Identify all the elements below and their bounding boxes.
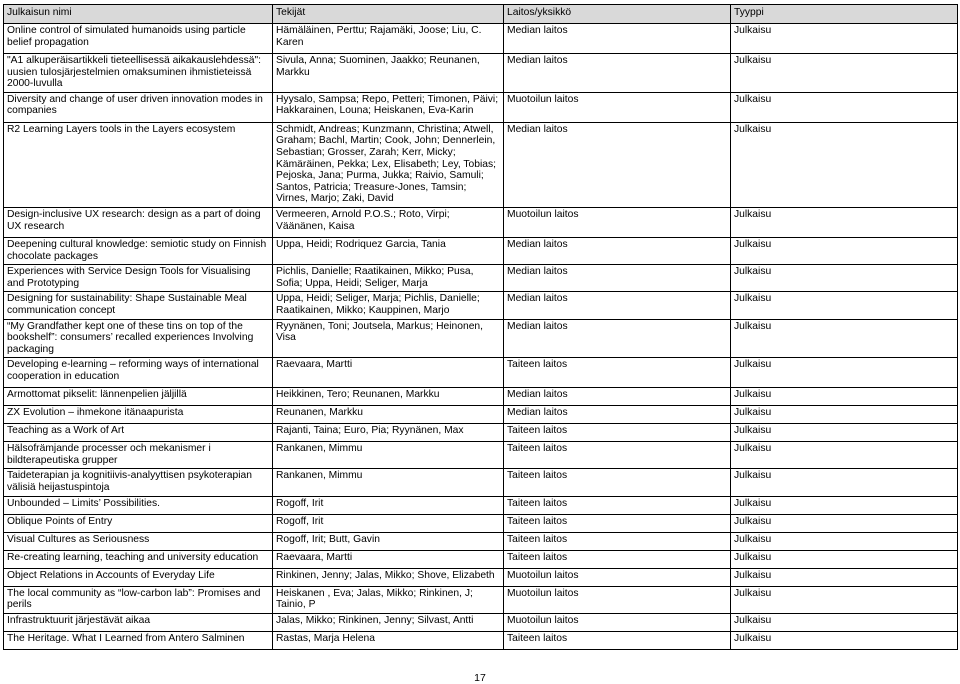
table-row	[4, 122, 958, 207]
publication-type: Julkaisu	[731, 122, 958, 207]
publication-unit: Median laitos	[504, 406, 731, 424]
publication-unit: Taiteen laitos	[504, 469, 731, 496]
publication-authors: Sivula, Anna; Suominen, Jaakko; Reunanen, Markku	[273, 54, 504, 93]
publication-type: Julkaisu	[731, 631, 958, 649]
header-authors: Tekijät	[273, 5, 504, 24]
table-row	[4, 586, 958, 613]
publication-authors: Rankanen, Mimmu	[273, 469, 504, 496]
table-row	[4, 292, 958, 319]
table-row	[4, 496, 958, 514]
publication-authors: Schmidt, Andreas; Kunzmann, Christina; Atwell, Graham; Bachl, Martin; Cook, John; Dennerlein, Sebastian; Grosser, Zarah; Kerr, Micky; Kämäräinen, Pekka; Lex, Elisabeth; Ley, Tobias; Pejoska, Jana; Purma, Jukka; Raivio, Samuli; Santos, Patricia; Treasure-Jones, Tamsin; Virnes, Marjo; Zaki, David	[273, 122, 504, 207]
table-row	[4, 514, 958, 532]
publication-type: Julkaisu	[731, 442, 958, 469]
publication-title: R2 Learning Layers tools in the Layers ecosystem	[4, 122, 273, 207]
publication-title: “My Grandfather kept one of these tins on top of the bookshelf”: consumers’ recalled experiences Involving packaging	[4, 319, 273, 358]
publication-type: Julkaisu	[731, 424, 958, 442]
publication-type: Julkaisu	[731, 319, 958, 358]
publication-title: Oblique Points of Entry	[4, 514, 273, 532]
publication-type: Julkaisu	[731, 532, 958, 550]
publication-unit: Taiteen laitos	[504, 496, 731, 514]
publication-authors: Rogoff, Irit; Butt, Gavin	[273, 532, 504, 550]
publication-type: Julkaisu	[731, 469, 958, 496]
publication-unit: Taiteen laitos	[504, 424, 731, 442]
publication-unit: Taiteen laitos	[504, 514, 731, 532]
publication-title: "A1 alkuperäisartikkeli tieteellisessä aikakauslehdessä": uusien tulosjärjestelmien omaksuminen ihmistieteissä 2000-luvulla	[4, 54, 273, 93]
publication-title: The Heritage. What I Learned from Antero Salminen	[4, 631, 273, 649]
publication-type: Julkaisu	[731, 586, 958, 613]
publication-type: Julkaisu	[731, 613, 958, 631]
publication-type: Julkaisu	[731, 292, 958, 319]
publication-type: Julkaisu	[731, 24, 958, 54]
table-row	[4, 550, 958, 568]
publication-unit: Muotoilun laitos	[504, 586, 731, 613]
publication-authors: Hämäläinen, Perttu; Rajamäki, Joose; Liu, C. Karen	[273, 24, 504, 54]
publication-authors: Raevaara, Martti	[273, 358, 504, 388]
table-row	[4, 265, 958, 292]
publication-unit: Taiteen laitos	[504, 550, 731, 568]
table-row	[4, 237, 958, 264]
publication-authors: Rinkinen, Jenny; Jalas, Mikko; Shove, Elizabeth	[273, 568, 504, 586]
publication-authors: Ryynänen, Toni; Joutsela, Markus; Heinonen, Visa	[273, 319, 504, 358]
publication-title: Designing for sustainability: Shape Sustainable Meal communication concept	[4, 292, 273, 319]
publication-type: Julkaisu	[731, 265, 958, 292]
header-title: Julkaisun nimi	[4, 5, 273, 24]
publication-unit: Muotoilun laitos	[504, 92, 731, 122]
publication-unit: Median laitos	[504, 54, 731, 93]
publication-authors: Uppa, Heidi; Seliger, Marja; Pichlis, Danielle; Raatikainen, Mikko; Kauppinen, Marjo	[273, 292, 504, 319]
publication-type: Julkaisu	[731, 568, 958, 586]
publication-type: Julkaisu	[731, 207, 958, 237]
table-row	[4, 631, 958, 649]
publication-authors: Raevaara, Martti	[273, 550, 504, 568]
publication-title: Armottomat pikselit: lännenpelien jäljillä	[4, 388, 273, 406]
publication-type: Julkaisu	[731, 550, 958, 568]
table-row	[4, 613, 958, 631]
table-row	[4, 424, 958, 442]
publication-title: Infrastruktuurit järjestävät aikaa	[4, 613, 273, 631]
publication-type: Julkaisu	[731, 237, 958, 264]
page-number: 17	[474, 672, 486, 684]
publication-authors: Reunanen, Markku	[273, 406, 504, 424]
publication-unit: Taiteen laitos	[504, 358, 731, 388]
publication-unit: Muotoilun laitos	[504, 207, 731, 237]
publication-unit: Taiteen laitos	[504, 442, 731, 469]
publication-title: Object Relations in Accounts of Everyday Life	[4, 568, 273, 586]
publication-authors: Heiskanen , Eva; Jalas, Mikko; Rinkinen, J; Tainio, P	[273, 586, 504, 613]
publication-authors: Rankanen, Mimmu	[273, 442, 504, 469]
table-row	[4, 54, 958, 93]
publication-type: Julkaisu	[731, 406, 958, 424]
header-type: Tyyppi	[731, 5, 958, 24]
publication-unit: Median laitos	[504, 292, 731, 319]
table-row	[4, 469, 958, 496]
table-row	[4, 388, 958, 406]
publication-authors: Vermeeren, Arnold P.O.S.; Roto, Virpi; Väänänen, Kaisa	[273, 207, 504, 237]
publication-title: Diversity and change of user driven innovation modes in companies	[4, 92, 273, 122]
publication-type: Julkaisu	[731, 496, 958, 514]
publication-type: Julkaisu	[731, 514, 958, 532]
publication-unit: Median laitos	[504, 24, 731, 54]
table-row	[4, 319, 958, 358]
publication-authors: Pichlis, Danielle; Raatikainen, Mikko; Pusa, Sofia; Uppa, Heidi; Seliger, Marja	[273, 265, 504, 292]
publication-unit: Taiteen laitos	[504, 532, 731, 550]
publication-title: Visual Cultures as Seriousness	[4, 532, 273, 550]
publication-title: Unbounded – Limits’ Possibilities.	[4, 496, 273, 514]
publication-title: Re-creating learning, teaching and university education	[4, 550, 273, 568]
publication-type: Julkaisu	[731, 358, 958, 388]
publication-authors: Heikkinen, Tero; Reunanen, Markku	[273, 388, 504, 406]
publication-title: Deepening cultural knowledge: semiotic study on Finnish chocolate packages	[4, 237, 273, 264]
header-row	[4, 5, 958, 24]
publication-authors: Rogoff, Irit	[273, 514, 504, 532]
publication-unit: Median laitos	[504, 237, 731, 264]
header-unit: Laitos/yksikkö	[504, 5, 731, 24]
publication-authors: Hyysalo, Sampsa; Repo, Petteri; Timonen, Päivi; Hakkarainen, Louna; Heiskanen, Eva-Karin	[273, 92, 504, 122]
publication-title: Design-inclusive UX research: design as a part of doing UX research	[4, 207, 273, 237]
publication-title: Developing e-learning – reforming ways of international cooperation in education	[4, 358, 273, 388]
publication-title: Hälsofrämjande processer och mekanismer i bildterapeutiska grupper	[4, 442, 273, 469]
publication-title: Experiences with Service Design Tools for Visualising and Prototyping	[4, 265, 273, 292]
publication-unit: Median laitos	[504, 319, 731, 358]
publication-title: Teaching as a Work of Art	[4, 424, 273, 442]
publication-title: Taideterapian ja kognitiivis-analyyttisen psykoterapian välisiä heijastuspintoja	[4, 469, 273, 496]
publication-authors: Rajanti, Taina; Euro, Pia; Ryynänen, Max	[273, 424, 504, 442]
table-row	[4, 24, 958, 54]
publication-title: Online control of simulated humanoids using particle belief propagation	[4, 24, 273, 54]
publication-unit: Median laitos	[504, 265, 731, 292]
publication-unit: Muotoilun laitos	[504, 613, 731, 631]
publication-unit: Muotoilun laitos	[504, 568, 731, 586]
table-row	[4, 92, 958, 122]
table-row	[4, 532, 958, 550]
publication-title: The local community as “low-carbon lab”: Promises and perils	[4, 586, 273, 613]
publication-authors: Rogoff, Irit	[273, 496, 504, 514]
publication-authors: Rastas, Marja Helena	[273, 631, 504, 649]
publication-unit: Taiteen laitos	[504, 631, 731, 649]
table-row	[4, 442, 958, 469]
table-row	[4, 406, 958, 424]
publication-type: Julkaisu	[731, 92, 958, 122]
table-row	[4, 358, 958, 388]
publication-type: Julkaisu	[731, 54, 958, 93]
publication-type: Julkaisu	[731, 388, 958, 406]
table-row	[4, 568, 958, 586]
publications-table	[3, 4, 958, 650]
publication-authors: Uppa, Heidi; Rodriquez Garcia, Tania	[273, 237, 504, 264]
table-row	[4, 207, 958, 237]
publication-authors: Jalas, Mikko; Rinkinen, Jenny; Silvast, Antti	[273, 613, 504, 631]
publication-title: ZX Evolution – ihmekone itänaapurista	[4, 406, 273, 424]
publication-unit: Median laitos	[504, 122, 731, 207]
publication-unit: Median laitos	[504, 388, 731, 406]
